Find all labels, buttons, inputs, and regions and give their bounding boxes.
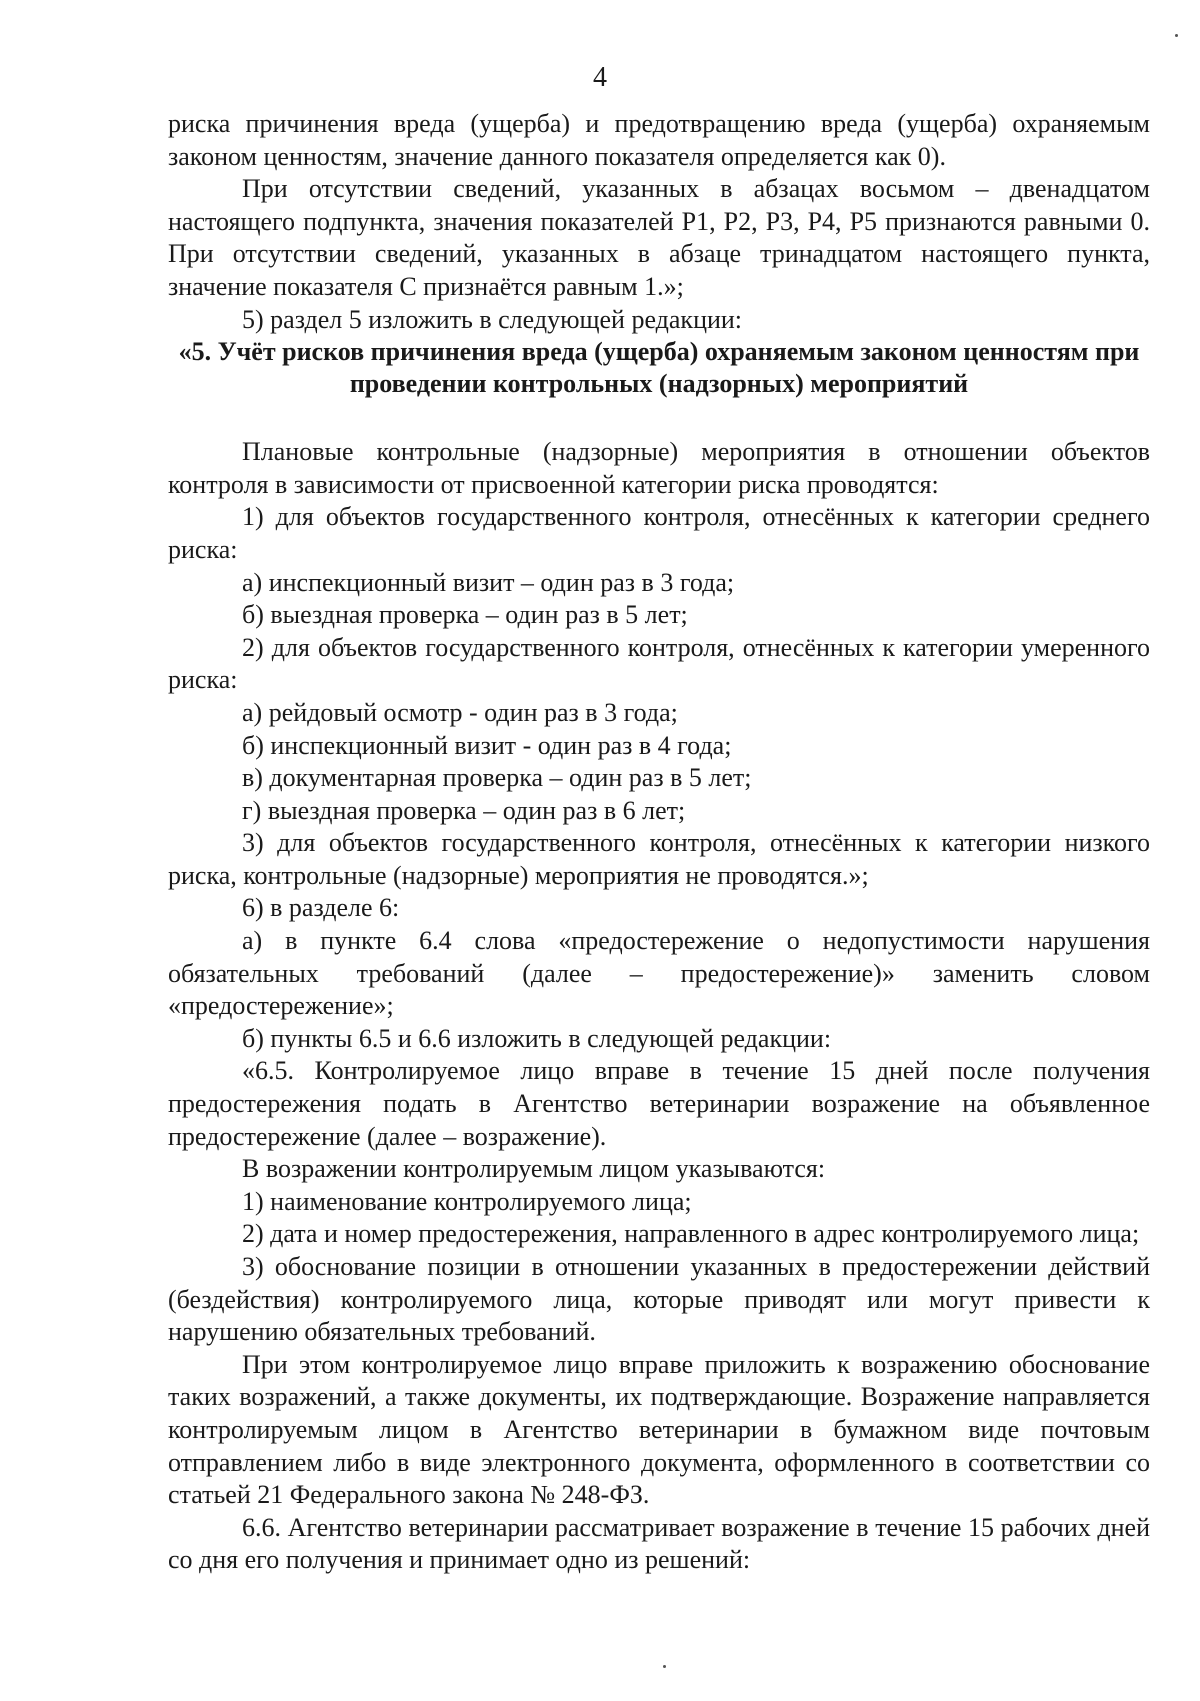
list-item: а) рейдовый осмотр - один раз в 3 года;	[242, 697, 678, 727]
paragraph: При этом контролируемое лицо вправе приложить к возражению обоснование таких возражений, а также документы, их подтверждающие. Возражение направляется контролируемым лицом в Агентство ветеринарии в бумажном виде почтовым отправлением либо в виде электронного документа, оформленного в соответствии со статьей 21 Федерального закона № 248-ФЗ.	[168, 1349, 1150, 1510]
list-item: а) в пункте 6.4 слова «предостережение о недопустимости нарушения обязательных требований (далее – предостережение)» заменить словом «предостережение»;	[168, 926, 1150, 1021]
scan-speck	[663, 1665, 666, 1668]
list-item: 2) для объектов государственного контроля, отнесённых к категории умеренного риска:	[168, 632, 1150, 695]
list-item: 1) для объектов государственного контроля, отнесённых к категории среднего риска:	[168, 502, 1150, 564]
list-item: г) выездная проверка – один раз в 6 лет;	[242, 795, 686, 825]
section-heading: «5. Учёт рисков причинения вреда (ущерба) охраняемым законом ценностям при проведении контрольных (надзорных) мероприятий	[178, 337, 1140, 399]
list-item: а) инспекционный визит – один раз в 3 года;	[242, 567, 735, 597]
list-item: б) пункты 6.5 и 6.6 изложить в следующей редакции:	[242, 1023, 832, 1053]
paragraph: «6.5. Контролируемое лицо вправе в течение 15 дней после получения предостережения подать в Агентство ветеринарии возражение на объявленное предостережение (далее – возражение).	[168, 1056, 1150, 1151]
paragraph: 6.6. Агентство ветеринарии рассматривает возражение в течение 15 рабочих дней со дня его получения и принимает одно из решений:	[168, 1512, 1150, 1575]
list-item: 1) наименование контролируемого лица;	[242, 1186, 692, 1216]
paragraph: Плановые контрольные (надзорные) мероприятия в отношении объектов контроля в зависимости от присвоенной категории риска проводятся:	[168, 437, 1150, 499]
list-item: б) инспекционный визит - один раз в 4 года;	[242, 730, 732, 760]
document-body	[168, 108, 1150, 1577]
paragraph: В возражении контролируемым лицом указываются:	[242, 1154, 826, 1184]
list-item: 6) в разделе 6:	[242, 893, 400, 923]
paragraph: риска причинения вреда (ущерба) и предотвращению вреда (ущерба) охраняемым законом ценностям, значение данного показателя определяется как 0).	[168, 109, 1150, 171]
list-item: в) документарная проверка – один раз в 5 лет;	[242, 763, 752, 793]
page-number: 4	[593, 62, 607, 93]
paragraph: 5) раздел 5 изложить в следующей редакции:	[242, 304, 743, 334]
spacer	[168, 400, 1150, 436]
list-item: 3) для объектов государственного контроля, отнесённых к категории низкого риска, контрольные (надзорные) мероприятия не проводятся.»;	[168, 828, 1150, 890]
list-item: 3) обоснование позиции в отношении указанных в предостережении действий (бездействия) контролируемого лица, которые приводят или могут привести к нарушению обязательных требований.	[168, 1252, 1150, 1347]
list-item: б) выездная проверка – один раз в 5 лет;	[242, 600, 688, 630]
list-item: 2) дата и номер предостережения, направленного в адрес контролируемого лица;	[242, 1219, 1140, 1249]
paragraph: При отсутствии сведений, указанных в абзацах восьмом – двенадцатом настоящего подпункта, значения показателей P1, P2, P3, P4, P5 признаются равными 0. При отсутствии сведений, указанных в абзаце тринадцатом настоящего пункта, значение показателя С признаётся равным 1.»;	[168, 174, 1150, 301]
scan-speck	[1175, 34, 1178, 37]
